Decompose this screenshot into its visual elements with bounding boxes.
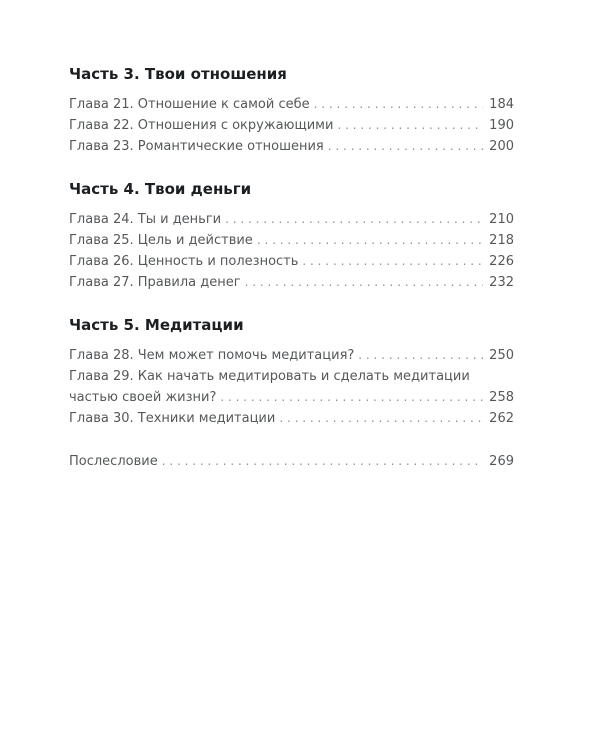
dot-leader bbox=[279, 408, 483, 429]
dot-leader bbox=[302, 251, 483, 272]
chapter-22-label: Глава 22. Отношения с окружающими bbox=[69, 118, 334, 133]
toc-entry-chapter-28[interactable] bbox=[69, 345, 514, 366]
chapter-30-page: 262 bbox=[489, 411, 514, 426]
toc-entry-chapter-21[interactable] bbox=[69, 94, 514, 115]
chapter-21-page: 184 bbox=[489, 97, 514, 112]
dot-leader bbox=[257, 230, 483, 251]
dot-leader bbox=[220, 387, 483, 408]
part-5-title: Часть 5. Медитации bbox=[69, 316, 244, 334]
chapter-28-label: Глава 28. Чем может помочь медитация? bbox=[69, 348, 355, 363]
part-5-section bbox=[69, 313, 514, 429]
dot-leader bbox=[358, 345, 483, 366]
dot-leader bbox=[245, 272, 484, 293]
chapter-27-label: Глава 27. Правила денег bbox=[69, 275, 241, 290]
toc-entry-chapter-27[interactable] bbox=[69, 272, 514, 293]
afterword-label: Послесловие bbox=[69, 454, 158, 469]
chapter-29-page: 258 bbox=[489, 390, 514, 405]
dot-leader bbox=[162, 451, 483, 472]
table-of-contents bbox=[69, 62, 514, 472]
dot-leader bbox=[337, 115, 483, 136]
toc-entry-chapter-22[interactable] bbox=[69, 115, 514, 136]
part-3-section bbox=[69, 62, 514, 157]
chapter-26-page: 226 bbox=[489, 254, 514, 269]
chapter-23-label: Глава 23. Романтические отношения bbox=[69, 139, 324, 154]
dot-leader bbox=[328, 136, 483, 157]
chapter-23-page: 200 bbox=[489, 139, 514, 154]
chapter-28-page: 250 bbox=[489, 348, 514, 363]
chapter-30-label: Глава 30. Техники медитации bbox=[69, 411, 276, 426]
chapter-24-page: 210 bbox=[489, 212, 514, 227]
dot-leader bbox=[225, 209, 483, 230]
dot-leader bbox=[314, 94, 484, 115]
chapter-27-page: 232 bbox=[489, 275, 514, 290]
chapter-29-label-line2: частью своей жизни? bbox=[69, 390, 217, 405]
toc-entry-chapter-23[interactable] bbox=[69, 136, 514, 157]
toc-entry-chapter-29[interactable] bbox=[69, 366, 514, 408]
chapter-29-label-line1: Глава 29. Как начать медитировать и сделать медитации bbox=[69, 369, 470, 384]
part-4-title: Часть 4. Твои деньги bbox=[69, 180, 252, 198]
chapter-25-label: Глава 25. Цель и действие bbox=[69, 233, 253, 248]
toc-entry-chapter-24[interactable] bbox=[69, 209, 514, 230]
chapter-24-label: Глава 24. Ты и деньги bbox=[69, 212, 222, 227]
part-4-section bbox=[69, 177, 514, 293]
chapter-26-label: Глава 26. Ценность и полезность bbox=[69, 254, 299, 269]
toc-entry-chapter-25[interactable] bbox=[69, 230, 514, 251]
chapter-25-page: 218 bbox=[489, 233, 514, 248]
chapter-21-label: Глава 21. Отношение к самой себе bbox=[69, 97, 310, 112]
chapter-22-page: 190 bbox=[489, 118, 514, 133]
toc-entry-chapter-30[interactable] bbox=[69, 408, 514, 429]
toc-entry-chapter-26[interactable] bbox=[69, 251, 514, 272]
part-3-title: Часть 3. Твои отношения bbox=[69, 65, 287, 83]
afterword-page: 269 bbox=[489, 454, 514, 469]
toc-entry-afterword[interactable] bbox=[69, 451, 514, 472]
